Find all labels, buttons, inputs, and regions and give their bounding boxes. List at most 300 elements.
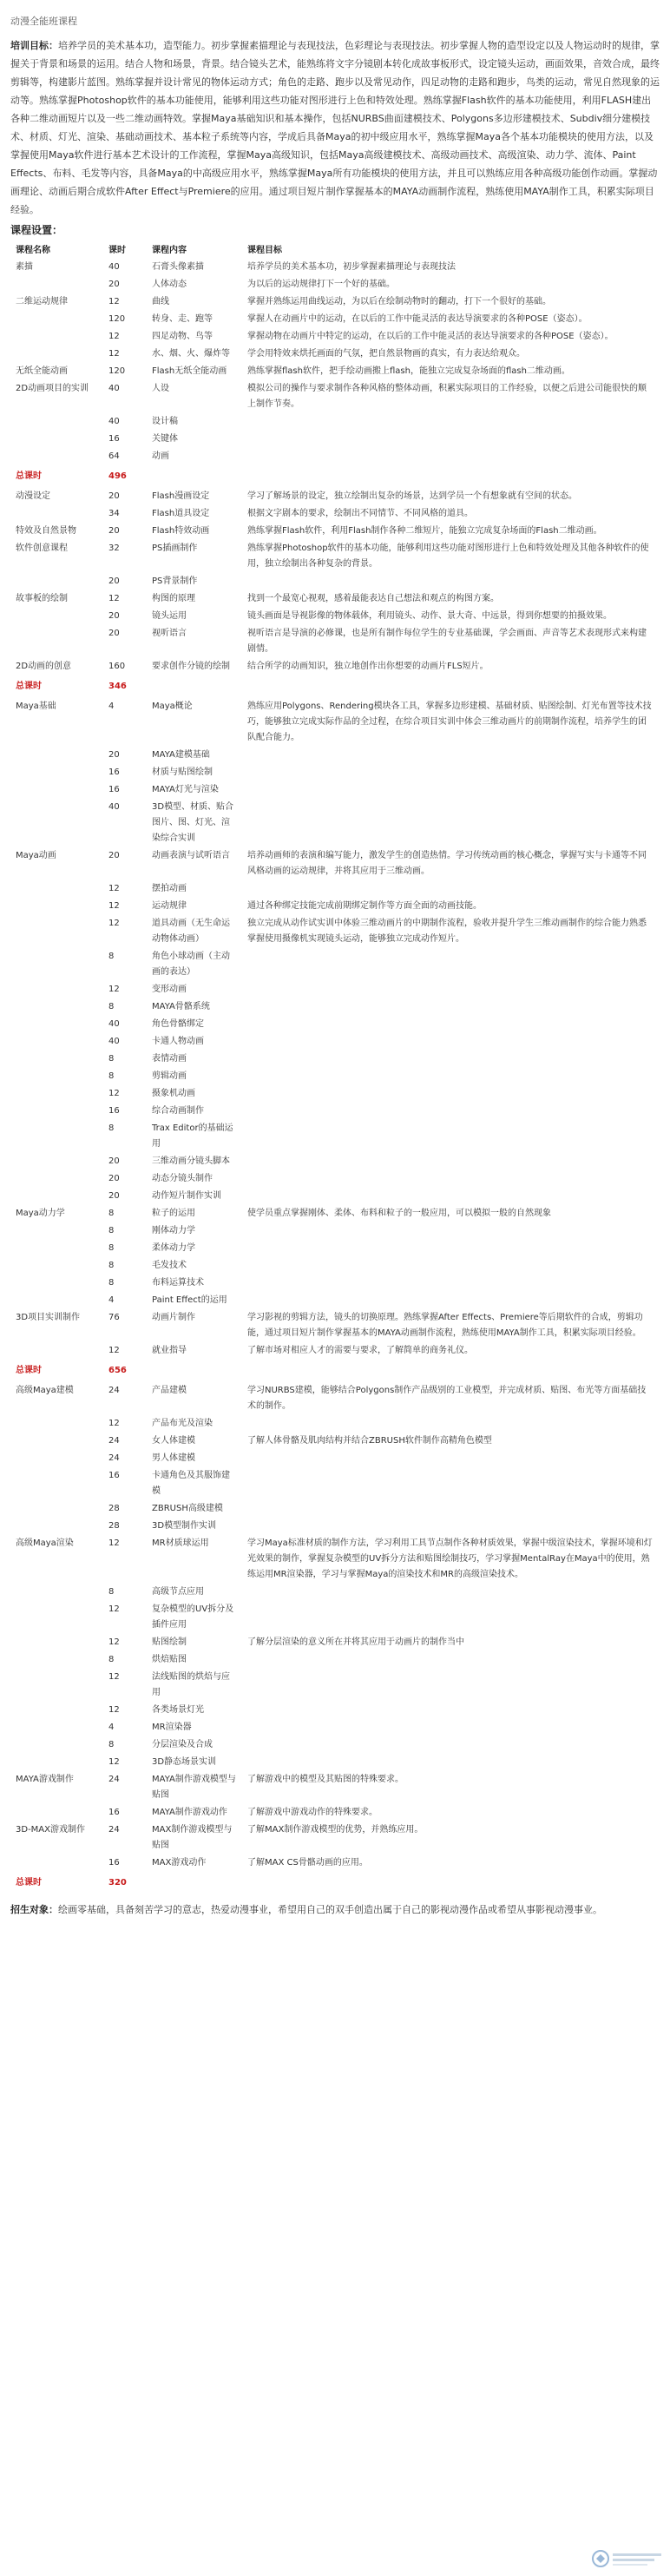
hours-cell: 12: [108, 1705, 120, 1715]
goal-cell: 熟练掌握Flash软件，利用Flash制作各种二维短片，能独立完成复杂场面的Flash二维动画。: [247, 526, 602, 536]
header-hours: 课时: [108, 246, 126, 255]
hours-cell: 20: [108, 576, 120, 586]
goal-cell: 培养动画师的表演和编写能力，激发学生的创造热情。学习传统动画的核心概念，掌握写实与卡通等不同风格动画的运动规律，并将其应用于三维动画。: [247, 851, 647, 876]
content-cell: 变形动画: [152, 985, 187, 994]
course-name-cell: [10, 346, 103, 363]
course-row: [10, 948, 660, 981]
course-row: [10, 1535, 660, 1584]
course-row: [10, 625, 660, 658]
course-name-cell: [10, 1518, 103, 1535]
hours-cell: 12: [108, 919, 120, 928]
course-row: [10, 1257, 660, 1275]
hours-cell: 34: [108, 509, 120, 518]
goal-cell: [242, 948, 660, 981]
course-row: [10, 1085, 660, 1103]
goal-cell: [242, 1033, 660, 1051]
course-row: [10, 448, 660, 465]
course-row: [10, 998, 660, 1016]
goal-cell: 模拟公司的操作与要求制作各种风格的整体动画，积累实际项目的工作经验，以便之后进公司能很快的顺上制作节奏。: [247, 384, 647, 409]
course-row: [10, 981, 660, 998]
hours-cell: 24: [108, 1386, 120, 1395]
course-name-cell: [10, 625, 103, 658]
content-cell: Paint Effect的运用: [152, 1295, 227, 1305]
course-name-cell: 二维运动规律: [16, 297, 68, 306]
hours-cell: 8: [108, 1740, 115, 1749]
course-name-cell: [10, 1085, 103, 1103]
header-goal: 课程目标: [247, 246, 282, 255]
content-cell: 动态分镜头制作: [152, 1174, 213, 1183]
content-cell: 高级节点应用: [152, 1587, 204, 1597]
goal-cell: [242, 799, 660, 847]
content-cell: 动画片制作: [152, 1313, 195, 1322]
content-cell: 构图的原理: [152, 594, 195, 603]
hours-cell: 24: [108, 1825, 120, 1835]
goal-cell: [242, 1415, 660, 1433]
course-row: [10, 1601, 660, 1634]
course-row: [10, 1153, 660, 1170]
course-name-cell: [10, 1433, 103, 1450]
course-row: [10, 1822, 660, 1855]
goal-cell: [242, 1601, 660, 1634]
content-cell: 动画: [152, 451, 169, 461]
course-row: [10, 540, 660, 573]
course-name-cell: [10, 1754, 103, 1771]
total-hours-row: [10, 1872, 660, 1894]
hours-cell: 120: [108, 314, 126, 324]
course-name-cell: [10, 1500, 103, 1518]
course-name-cell: 高级Maya渲染: [16, 1538, 74, 1548]
course-name-cell: [10, 898, 103, 915]
course-name-cell: 总课时: [16, 682, 42, 691]
course-name-cell: [10, 328, 103, 346]
course-name-cell: 2D动画的创意: [16, 662, 72, 671]
goal-cell: [242, 1736, 660, 1754]
goal-cell: [242, 1051, 660, 1068]
hours-cell: 16: [108, 768, 120, 777]
hours-cell: 160: [108, 662, 126, 671]
content-cell: 烘焙贴图: [152, 1655, 187, 1664]
goal-cell: 学习了解场景的设定，独立绘制出复杂的场景，达到学员一个有想象就有空间的状态。: [247, 491, 577, 501]
course-row: [10, 523, 660, 540]
hours-cell: 8: [108, 1655, 115, 1664]
total-hours-row: [10, 675, 660, 698]
total-hours-row: [10, 465, 660, 488]
hours-cell: 656: [108, 1366, 127, 1375]
goal-cell: 了解MAX CS骨骼动画的应用。: [247, 1858, 368, 1868]
goal-cell: 掌握人在动画片中的运动，在以后的工作中能灵活的表达导演要求的各种POSE（姿态）。: [247, 314, 588, 324]
course-name-cell: 2D动画项目的实训: [16, 384, 89, 393]
content-cell: 人设: [152, 384, 169, 393]
content-cell: [147, 675, 242, 698]
content-cell: 四足动物、鸟等: [152, 332, 213, 341]
content-cell: 女人体建模: [152, 1436, 195, 1446]
course-name-cell: MAYA游戏制作: [16, 1775, 74, 1784]
content-cell: 要求创作分镜的绘制: [152, 662, 230, 671]
goal-cell: 镜头画面是导视影像的物体载体，利用镜头、动作、景大奇、中远景，得到你想要的拍摄效果。: [247, 611, 612, 621]
goal-cell: [242, 880, 660, 898]
content-cell: PS背景制作: [152, 576, 198, 586]
content-cell: [147, 1872, 242, 1894]
hours-cell: 20: [108, 1156, 120, 1166]
course-row: [10, 488, 660, 505]
course-row: [10, 880, 660, 898]
content-cell: 男人体建模: [152, 1453, 195, 1463]
goal-cell: [242, 1669, 660, 1702]
course-name-cell: [10, 1257, 103, 1275]
course-row: [10, 431, 660, 448]
course-row: [10, 1500, 660, 1518]
hours-cell: 40: [108, 417, 120, 426]
hours-cell: 40: [108, 384, 120, 393]
header-course-name: 课程名称: [16, 246, 50, 255]
hours-cell: 16: [108, 1106, 120, 1116]
content-cell: Flash特效动画: [152, 526, 210, 536]
course-row: [10, 1382, 660, 1415]
course-name-cell: Maya动画: [16, 851, 56, 860]
hours-cell: 4: [108, 1295, 115, 1305]
hours-cell: 346: [108, 682, 127, 691]
course-row: [10, 1771, 660, 1804]
course-name-cell: [10, 1240, 103, 1257]
course-name-cell: [10, 608, 103, 625]
hours-cell: 20: [108, 629, 120, 638]
content-cell: 3D模型制作实训: [152, 1521, 217, 1531]
content-cell: 曲线: [152, 297, 169, 306]
hours-cell: 20: [108, 611, 120, 621]
training-goal-paragraph: [10, 36, 660, 219]
goal-cell: 使学员重点掌握刚体、柔体、布料和粒子的一般应用，可以模拟一般的自然现象: [247, 1209, 551, 1218]
content-cell: 道具动画（无生命运动物体动画）: [152, 919, 230, 944]
course-name-cell: 特效及自然景物: [16, 526, 76, 536]
course-row: [10, 1103, 660, 1120]
course-row: [10, 1068, 660, 1085]
course-name-cell: 3D项目实训制作: [16, 1313, 81, 1322]
goal-cell: [242, 413, 660, 431]
goal-cell: 学会用特效来烘托画面的气氛，把自然景物画的真实，有力表达给观众。: [247, 349, 525, 359]
header-content: 课程内容: [152, 246, 187, 255]
course-table-body: [10, 259, 660, 1894]
content-cell: 石膏头像素描: [152, 262, 204, 272]
course-row: [10, 698, 660, 747]
course-name-cell: [10, 747, 103, 764]
course-name-cell: [10, 1804, 103, 1822]
hours-cell: 16: [108, 1808, 120, 1817]
course-name-cell: [10, 948, 103, 981]
course-row: [10, 1518, 660, 1535]
content-cell: 就业指导: [152, 1346, 187, 1355]
content-cell: MAYA制作游戏动作: [152, 1808, 227, 1817]
course-name-cell: [10, 1634, 103, 1651]
hours-cell: 8: [108, 1278, 115, 1288]
course-row: [10, 898, 660, 915]
goal-cell: 熟练掌握flash软件，把手绘动画搬上flash，能独立完成复杂场面的flash二维动画。: [247, 366, 570, 376]
course-table: [10, 239, 660, 1894]
course-name-cell: 总课时: [16, 471, 42, 481]
content-cell: 卡通角色及其服饰建模: [152, 1471, 230, 1496]
course-row: [10, 259, 660, 276]
course-name-cell: [10, 764, 103, 781]
course-row: [10, 1292, 660, 1309]
content-cell: Flash道具设定: [152, 509, 210, 518]
goal-cell: 为以后的运动规律打下一个好的基础。: [247, 280, 395, 289]
watermark-logo-icon: [590, 2546, 665, 2571]
goal-cell: 掌握并熟练运用曲线运动，为以后在绘制动物时的翻动，打下一个很好的基础。: [247, 297, 551, 306]
course-row: [10, 1855, 660, 1872]
course-name-cell: 总课时: [16, 1366, 42, 1375]
content-cell: 法线贴图的烘焙与应用: [152, 1672, 230, 1697]
course-name-cell: [10, 1120, 103, 1153]
hours-cell: 8: [108, 1123, 115, 1133]
course-row: [10, 1342, 660, 1360]
course-name-cell: 故事板的绘制: [16, 594, 68, 603]
course-row: [10, 1275, 660, 1292]
goal-cell: [242, 781, 660, 799]
goal-cell: [242, 573, 660, 590]
content-cell: 刚体动力学: [152, 1226, 195, 1235]
course-name-cell: 总课时: [16, 1878, 42, 1888]
training-goal-label: 培训目标：: [10, 40, 58, 51]
hours-cell: 40: [108, 262, 120, 272]
course-row: [10, 311, 660, 328]
course-name-cell: 高级Maya建模: [16, 1386, 74, 1395]
content-cell: MAX制作游戏模型与贴图: [152, 1825, 233, 1850]
course-row: [10, 1222, 660, 1240]
content-cell: 转身、走、跑等: [152, 314, 213, 324]
course-name-cell: [10, 1068, 103, 1085]
course-name-cell: [10, 1342, 103, 1360]
goal-cell: [242, 1360, 660, 1382]
course-name-cell: 3D-MAX游戏制作: [16, 1825, 85, 1835]
goal-cell: [242, 431, 660, 448]
hours-cell: 12: [108, 1637, 120, 1647]
course-name-cell: [10, 1669, 103, 1702]
course-row: [10, 1804, 660, 1822]
content-cell: 剪辑动画: [152, 1071, 187, 1081]
course-row: [10, 1205, 660, 1222]
goal-cell: [242, 764, 660, 781]
goal-cell: 独立完成从动作试实训中体验三维动画片的中期制作流程，验收并提升学生三维动画制作的综合能力熟悉掌握使用摄像机实现镜头运动，能够独立完成动作短片。: [247, 919, 647, 944]
goal-cell: 视听语言是导演的必修课，也是所有制作每位学生的专业基础课，学会画面、声音等艺术表现形式来构建剧情。: [247, 629, 647, 654]
hours-cell: 12: [108, 594, 120, 603]
goal-cell: [242, 747, 660, 764]
hours-cell: 76: [108, 1313, 120, 1322]
content-cell: 复杂模型的UV拆分及插件应用: [152, 1604, 234, 1630]
content-cell: 运动规律: [152, 901, 187, 911]
goal-cell: [242, 1872, 660, 1894]
goal-cell: [242, 1120, 660, 1153]
hours-cell: 8: [108, 952, 115, 961]
hours-cell: 20: [108, 526, 120, 536]
hours-cell: 12: [108, 1672, 120, 1682]
goal-cell: 学习NURBS建模，能够结合Polygons制作产品级别的工业模型，并完成材质、贴图、布光等方面基础技术的制作。: [247, 1386, 647, 1411]
content-cell: 材质与贴图绘制: [152, 768, 213, 777]
hours-cell: 12: [108, 1419, 120, 1428]
goal-cell: [242, 1188, 660, 1205]
goal-cell: [242, 1754, 660, 1771]
goal-cell: [242, 1651, 660, 1669]
course-row: [10, 799, 660, 847]
course-row: [10, 1051, 660, 1068]
course-name-cell: 无纸全能动画: [16, 366, 68, 376]
hours-cell: 12: [108, 349, 120, 359]
course-row: [10, 380, 660, 413]
course-row: [10, 1433, 660, 1450]
training-goal-text: 培养学员的美术基本功，造型能力。初步掌握素描理论与表现技法，色彩理论与表现技法。初步掌握人物的造型设定以及人物运动时的规律，掌握关于背景和场景的运用。结合人物和场景，背景。结合镜头艺术，能熟练将文字分镜剧本转化成故事板形式，设定镜头运动，画面效果，音效合成，最终剪辑等，构建影片蓝图。熟练掌握并设计常见的物体运动方式；角色的走路、跑步以及常见动作，四足动物的走路和跑步，鸟类的运动，常见自然现象的运动等。熟练掌握Photoshop软件的基本功能使用，能够利用这些功能对图形进行上色和特效处理。熟练掌握Flash软件的基本功能使用，利用FLASH建出各种二维动画短片以及一些二维动画特效。掌握Maya基础知识和基本操作，包括NURBS曲面建模技术、Polygons多边形建模技术、Subdiv细分建模技术、材质、灯光、渲染、基础动画技术、基本粒子系统等内容，学成后具备Maya的初中级应用水平，熟练掌握Maya各个基本功能模块的使用方法，以及掌握使用Maya软件进行基本艺术设计的工作流程，掌握Maya高级知识，包括Maya高级建模技术、高级动画技术、高级渲染、动力学、流体、Paint Effects、布料、毛发等内容，具备Maya的中高级应用水平，熟练掌握Maya所有功能模块的使用方法，并且可以熟练应用各种高级功能创作动画。掌握动画理论、动画后期合成软件After Effect与Premiere的应用。通过项目短片制作掌握基本的MAYA动画制作流程，熟练使用MAYA制作工具，积累实际项目经验。: [10, 40, 660, 215]
hours-cell: 40: [108, 1037, 120, 1046]
course-name-cell: [10, 1222, 103, 1240]
goal-cell: 学习影视的剪辑方法，镜头的切换原理。熟练掌握After Effects、Premiere等后期软件的合成，剪辑功能，通过项目短片制作掌握基本的MAYA动画制作流程，熟练使用MAYA制作工具，积累实际项目经验。: [247, 1313, 643, 1338]
hours-cell: 8: [108, 1243, 115, 1253]
goal-cell: [242, 1170, 660, 1188]
course-row: [10, 505, 660, 523]
hours-cell: 24: [108, 1775, 120, 1784]
course-name-cell: [10, 799, 103, 847]
course-row: [10, 1467, 660, 1500]
hours-cell: 16: [108, 785, 120, 794]
admission-target-label: 招生对象：: [10, 1904, 58, 1915]
course-name-cell: 动漫设定: [16, 491, 50, 501]
total-hours-row: [10, 1360, 660, 1382]
goal-cell: 了解分层渲染的意义所在并将其应用于动画片的制作当中: [247, 1637, 464, 1647]
course-name-cell: [10, 573, 103, 590]
course-row: [10, 413, 660, 431]
course-row: [10, 608, 660, 625]
course-row: [10, 590, 660, 608]
course-name-cell: [10, 1584, 103, 1601]
course-row: [10, 1584, 660, 1601]
course-row: [10, 1719, 660, 1736]
content-cell: 关键体: [152, 434, 178, 444]
content-cell: 角色小球动画（主动画的表达）: [152, 952, 230, 977]
goal-cell: [242, 1085, 660, 1103]
content-cell: Flash无纸全能动画: [152, 366, 227, 376]
hours-cell: 12: [108, 297, 120, 306]
goal-cell: [242, 448, 660, 465]
course-name-cell: 软件创意课程: [16, 544, 68, 553]
hours-cell: 20: [108, 280, 120, 289]
course-row: [10, 346, 660, 363]
content-cell: 动作短片制作实训: [152, 1191, 221, 1201]
content-cell: 布料运算技术: [152, 1278, 204, 1288]
course-row: [10, 915, 660, 948]
course-row: [10, 658, 660, 675]
content-cell: MAYA灯光与渲染: [152, 785, 219, 794]
hours-cell: 8: [108, 1261, 115, 1270]
hours-cell: 4: [108, 702, 115, 711]
goal-cell: [242, 1450, 660, 1467]
content-cell: 摆拍动画: [152, 884, 187, 893]
goal-cell: [242, 1016, 660, 1033]
hours-cell: 8: [108, 1226, 115, 1235]
goal-cell: [242, 1257, 660, 1275]
course-name-cell: Maya基础: [16, 702, 56, 711]
goal-cell: [242, 1103, 660, 1120]
content-cell: MR渲染器: [152, 1723, 192, 1732]
goal-cell: 找到一个最宽心视观，感着最能表达自己想法和观点的构图方案。: [247, 594, 499, 603]
hours-cell: 12: [108, 884, 120, 893]
content-cell: ZBRUSH高级建模: [152, 1504, 223, 1513]
course-row: [10, 1450, 660, 1467]
hours-cell: 4: [108, 1723, 115, 1732]
course-name-cell: [10, 276, 103, 293]
goal-cell: [242, 1222, 660, 1240]
hours-cell: 16: [108, 1858, 120, 1868]
content-cell: MR材质球运用: [152, 1538, 209, 1548]
content-cell: MAYA建模基础: [152, 750, 210, 760]
course-name-cell: [10, 1450, 103, 1467]
content-cell: MAYA制作游戏模型与贴图: [152, 1775, 236, 1800]
goal-cell: [242, 1702, 660, 1719]
course-name-cell: [10, 915, 103, 948]
course-name-cell: [10, 1292, 103, 1309]
content-cell: [147, 465, 242, 488]
course-row: [10, 1754, 660, 1771]
page-tab-title: 动漫全能班课程: [10, 16, 77, 27]
course-row: [10, 1016, 660, 1033]
course-settings-title: 课程设置：: [10, 224, 63, 236]
course-name-cell: [10, 1188, 103, 1205]
goal-cell: [242, 981, 660, 998]
course-row: [10, 764, 660, 781]
goal-cell: [242, 1153, 660, 1170]
course-name-cell: [10, 1855, 103, 1872]
course-row: [10, 1033, 660, 1051]
content-cell: 角色骨骼绑定: [152, 1019, 204, 1029]
course-name-cell: [10, 981, 103, 998]
course-name-cell: [10, 1153, 103, 1170]
hours-cell: 12: [108, 1538, 120, 1548]
course-name-cell: [10, 1702, 103, 1719]
content-cell: 视听语言: [152, 629, 187, 638]
course-row: [10, 1188, 660, 1205]
admission-target-text: 绘画零基础，具备刻苦学习的意志，热爱动漫事业，希望用自己的双手创造出属于自己的影视动漫作品或希望从事影视动漫事业。: [58, 1904, 602, 1915]
course-name-cell: [10, 1275, 103, 1292]
course-table-header-row: [10, 239, 660, 259]
hours-cell: 40: [108, 1019, 120, 1029]
hours-cell: 12: [108, 985, 120, 994]
course-row: [10, 847, 660, 880]
course-row: [10, 1651, 660, 1669]
course-name-cell: [10, 1719, 103, 1736]
hours-cell: 120: [108, 366, 126, 376]
goal-cell: 学习Maya标准材质的制作方法，学习利用工具节点制作各种材质效果，掌握中级渲染技术，掌握环境和灯光效果的制作，掌握复杂模型的UV拆分方法和贴图绘制技巧，学习掌握MentalRay在Maya中的使用，熟练运用MR渲染器，学习与掌握Maya的渲染技术和MR的高级渲染技术。: [247, 1538, 653, 1579]
course-row: [10, 573, 660, 590]
content-cell: 卡通人物动画: [152, 1037, 204, 1046]
content-cell: 产品布光及渲染: [152, 1419, 213, 1428]
content-cell: 动画表演与试听语言: [152, 851, 230, 860]
course-name-cell: [10, 311, 103, 328]
goal-cell: [242, 465, 660, 488]
goal-cell: [242, 1518, 660, 1535]
course-name-cell: [10, 880, 103, 898]
goal-cell: [242, 1719, 660, 1736]
goal-cell: 了解MAX制作游戏模型的优势，并熟练应用。: [247, 1825, 424, 1835]
goal-cell: 熟练应用Polygons、Rendering模块各工具，掌握多边形建模、基础材质、贴图绘制、灯光布置等技术技巧，能够独立完成实际作品的全过程，在综合项目实训中体会三维动画片的前期制作流程，培养学生的团队配合能力。: [247, 702, 652, 742]
goal-cell: 了解游戏中的模型及其贴图的特殊要求。: [247, 1775, 404, 1784]
content-cell: MAX游戏动作: [152, 1858, 207, 1868]
goal-cell: [242, 1584, 660, 1601]
content-cell: 各类场景灯光: [152, 1705, 204, 1715]
content-cell: 表情动画: [152, 1054, 187, 1064]
goal-cell: 了解人体骨骼及肌肉结构并结合ZBRUSH软件制作高精角色模型: [247, 1436, 492, 1446]
course-row: [10, 276, 660, 293]
content-cell: 镜头运用: [152, 611, 187, 621]
goal-cell: 了解游戏中游戏动作的特殊要求。: [247, 1808, 378, 1817]
hours-cell: 8: [108, 1209, 115, 1218]
hours-cell: 20: [108, 851, 120, 860]
content-cell: 产品建模: [152, 1386, 187, 1395]
content-cell: PS插画制作: [152, 544, 198, 553]
